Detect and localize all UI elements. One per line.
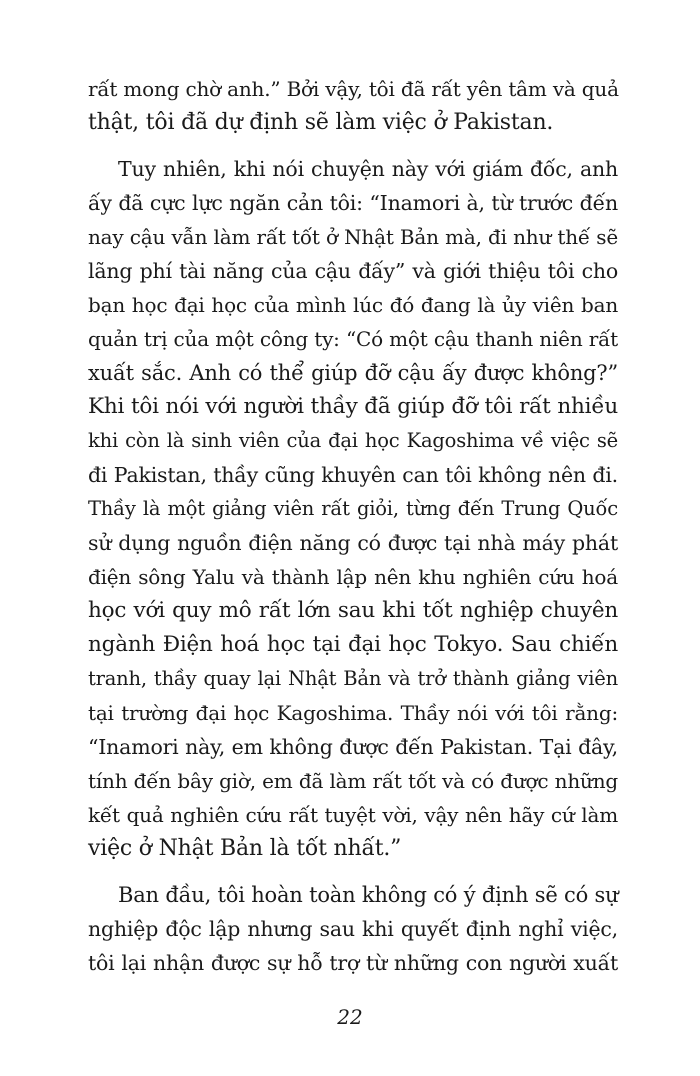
text-line: ngành Điện hoá học tại đại học Tokyo. Sau chiến — [88, 632, 618, 657]
text-line: tranh, thầy quay lại Nhật Bản và trở thành giảng viên — [88, 667, 618, 690]
text-line: Tuy nhiên, khi nói chuyện này với giám đốc, anh — [118, 157, 618, 181]
text-line: lãng phí tài năng của cậu đấy” và giới thiệu tôi cho — [88, 259, 618, 283]
text-line: tôi lại nhận được sự hỗ trợ từ những con người xuất — [88, 951, 618, 975]
page-body — [88, 72, 618, 980]
text-line: học với quy mô rất lớn sau khi tốt nghiệp chuyên — [88, 598, 618, 623]
text-line: nay cậu vẫn làm rất tốt ở Nhật Bản mà, đi như thế sẽ — [88, 225, 618, 249]
text-line: việc ở Nhật Bản là tốt nhất.” — [88, 836, 402, 861]
text-line: bạn học đại học của mình lúc đó đang là ủy viên ban — [88, 293, 618, 317]
paragraph — [88, 72, 618, 140]
text-line: quản trị của một công ty: “Có một cậu thanh niên rất — [88, 327, 618, 351]
text-line: Khi tôi nói với người thầy đã giúp đỡ tôi rất nhiều — [88, 394, 618, 419]
text-line: khi còn là sinh viên của đại học Kagoshima về việc sẽ — [88, 429, 618, 452]
text-line: kết quả nghiên cứu rất tuyệt vời, vậy nên hãy cứ làm — [88, 803, 618, 827]
text-line: tính đến bây giờ, em đã làm rất tốt và có được những — [88, 769, 618, 793]
text-line: ấy đã cực lực ngăn cản tôi: “Inamori à, từ trước đến — [88, 191, 618, 215]
text-line: “Inamori này, em không được đến Pakistan. Tại đây, — [88, 735, 618, 759]
text-line: tại trường đại học Kagoshima. Thầy nói với tôi rằng: — [88, 701, 618, 725]
text-line: thật, tôi đã dự định sẽ làm việc ở Pakistan. — [88, 110, 554, 135]
page-number: 22 — [337, 1005, 363, 1029]
paragraph — [88, 152, 618, 866]
text-line: nghiệp độc lập nhưng sau khi quyết định nghỉ việc, — [88, 917, 618, 941]
text-line: rất mong chờ anh.” Bởi vậy, tôi đã rất yên tâm và quả — [88, 77, 619, 101]
text-line: sử dụng nguồn điện năng có được tại nhà máy phát — [88, 531, 618, 555]
text-line: đi Pakistan, thầy cũng khuyên can tôi không nên đi. — [88, 463, 618, 487]
text-line: Ban đầu, tôi hoàn toàn không có ý định sẽ có sự — [118, 883, 619, 907]
paragraph — [88, 878, 618, 980]
text-line: điện sông Yalu và thành lập nên khu nghiên cứu hoá — [88, 565, 618, 589]
text-line: Thầy là một giảng viên rất giỏi, từng đến Trung Quốc — [88, 497, 618, 520]
text-line: xuất sắc. Anh có thể giúp đỡ cậu ấy được không?” — [88, 361, 618, 385]
